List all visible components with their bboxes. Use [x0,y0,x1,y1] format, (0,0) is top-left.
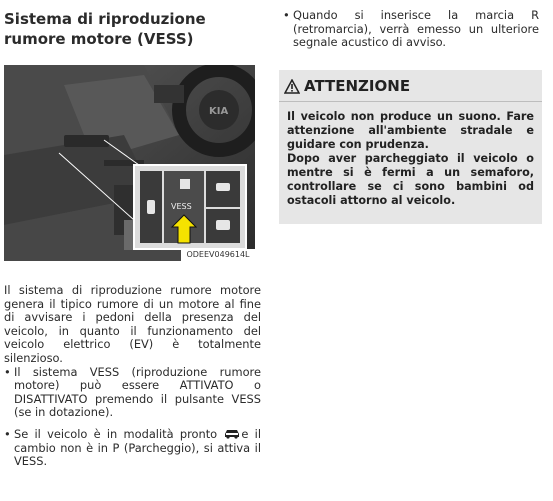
intro-paragraph: Il sistema di riproduzione rumore motore genera il tipico rumore di un motore al fine di avvisare i pedoni della presenza del veicolo, in quanto il funzionamento del veicolo elettrico (EV) è totalmente silenzioso. [4,283,261,365]
warning-divider [279,101,542,102]
bullet-item-ready-mode [4,428,261,469]
bullet-item-vess-toggle [4,366,261,420]
car-ready-icon [223,428,241,439]
reverse-bullet [283,9,539,50]
vess-button-label: VESS [171,202,192,211]
svg-text:KIA: KIA [209,106,229,117]
warning-line-1: Il veicolo non produce un suono. Fare attenzione all'ambiente stradale e guidare con prudenza. [287,110,534,151]
dashboard-photo [4,65,255,261]
dashboard-illustration [4,65,255,261]
section-title: Sistema di riproduzione rumore motore (VESS) [4,10,206,48]
bullet-text-after: e il cambio non è in P (Parcheggio), si attiva il VESS. [14,426,262,469]
bullet-text: Quando si inserisce la marcia R (retromarcia), verrà emesso un ulteriore segnale acustico di avviso. [293,8,539,50]
warning-title: ATTENZIONE [304,77,411,95]
bullet-text-before: Se il veicolo è in modalità pronto [14,426,224,441]
body-text [4,284,261,469]
warning-box [279,70,542,224]
figure-code: ODEEV049614L [181,249,255,261]
bullet-text: Il sistema VESS (riproduzione rumore motore) può essere ATTIVATO o DISATTIVATO premendo il pulsante VESS (se in dotazione). [14,364,261,420]
warning-header [284,77,542,95]
warning-line-2: Dopo aver parcheggiato il veicolo o mentre si è fermi a un semaforo, controllare se ci sono bambini od ostacoli attorno al veicolo. [287,152,534,207]
bullet-list [4,366,261,469]
bullet-item-reverse [283,9,539,50]
warning-body [287,110,534,208]
warning-triangle-icon [284,79,300,94]
